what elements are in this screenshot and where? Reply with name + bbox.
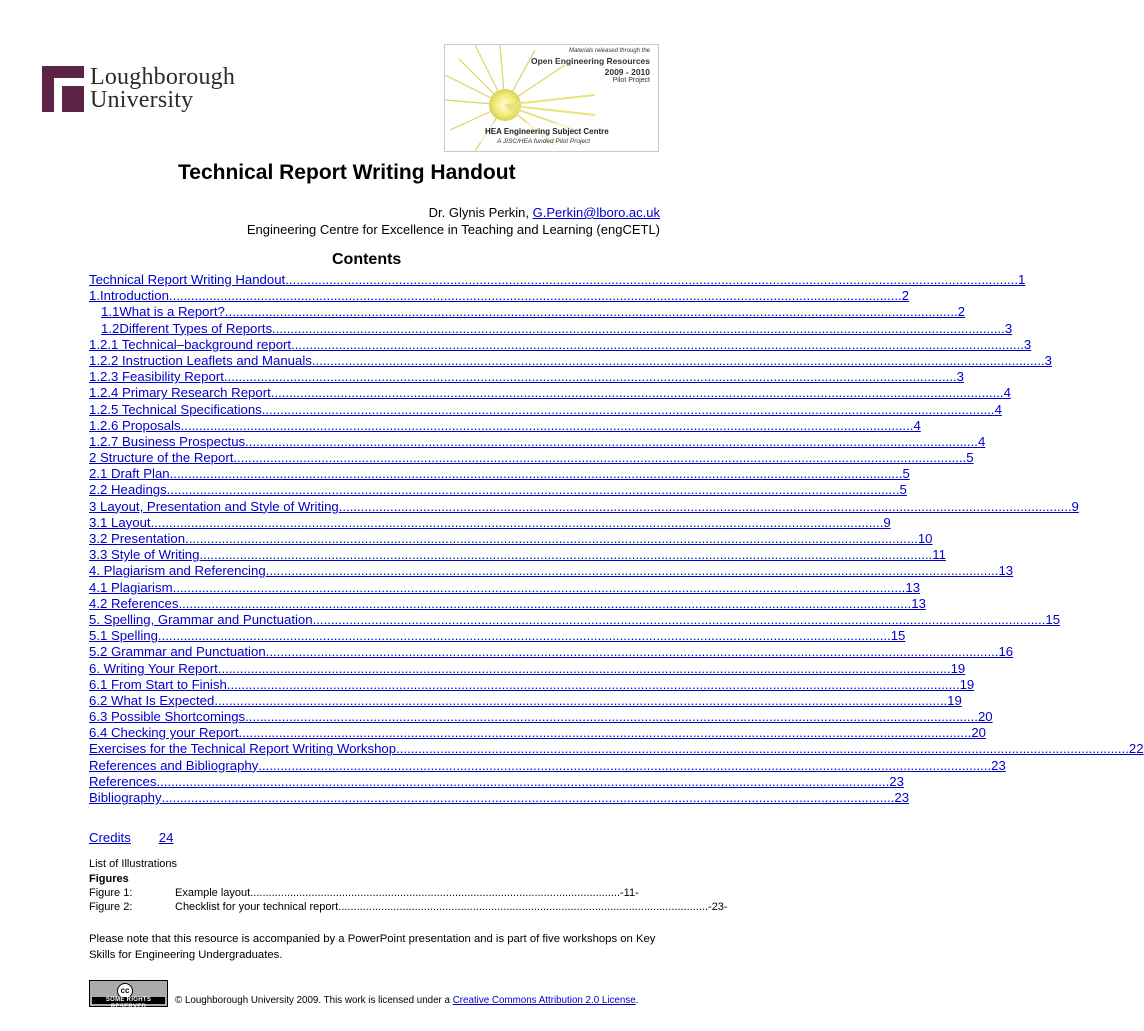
- toc-entry[interactable]: [89, 692, 962, 709]
- toc-leader-dots: ........................................................................................................................................................................................................: [150, 514, 884, 530]
- toc-entry-page: 3: [1044, 352, 1053, 368]
- toc-entry-credits[interactable]: [89, 830, 173, 845]
- toc-leader-dots: ........................................................................................................................................................................................................: [180, 417, 914, 433]
- toc-entry-page: 5: [966, 450, 974, 466]
- toc-entry[interactable]: [89, 466, 910, 482]
- oer-line-1: Materials released through the: [568, 48, 650, 54]
- toc-entry-page: 11: [932, 547, 946, 563]
- toc-entry-label: 5.2 Grammar and Punctuation: [89, 644, 266, 660]
- figure-entry: [89, 901, 728, 915]
- toc-leader-dots: ........................................................................................................................................................................................................: [396, 741, 1129, 757]
- license-text: © Loughborough University 2009. This work is licensed under a: [175, 995, 453, 1006]
- toc-entry[interactable]: [89, 482, 907, 498]
- toc-entry-label: 6.3 Possible Shortcomings: [89, 709, 246, 725]
- toc-entry[interactable]: [89, 757, 1006, 774]
- contents-heading: Contents: [332, 251, 402, 268]
- figure-text: Example layout: [175, 887, 251, 899]
- toc-entry[interactable]: [89, 725, 987, 741]
- logo-line-1: Loughborough: [90, 64, 236, 90]
- toc-entry[interactable]: [89, 531, 933, 547]
- toc-entry-page: 15: [890, 628, 906, 644]
- toc-entry[interactable]: [89, 595, 926, 612]
- toc-entry[interactable]: [89, 401, 1002, 418]
- toc-leader-dots: ........................................................................................................................................................................................................: [245, 433, 978, 449]
- toc-entry-page: 24: [158, 830, 174, 845]
- toc-entry-page: 10: [917, 531, 933, 546]
- university-crest-icon: [42, 66, 84, 112]
- license-link[interactable]: Creative Commons Attribution 2.0 License: [452, 995, 636, 1006]
- toc-entry-page: 4: [1003, 385, 1011, 401]
- toc-entry-label: 1.2Different Types of Reports: [101, 320, 273, 336]
- oer-badge: [444, 44, 659, 152]
- toc-leader-dots: ........................................................................................................................................................................................................: [214, 692, 948, 708]
- toc-leader-dots: ........................................................................................................................................................................................................: [166, 482, 900, 498]
- toc-entry-label: 4.1 Plagiarism: [89, 579, 173, 595]
- figure-label: Figure 1:: [89, 887, 133, 899]
- toc-entry[interactable]: [89, 417, 921, 434]
- cc-icon: cc: [117, 983, 133, 999]
- creative-commons-badge[interactable]: [89, 980, 168, 1010]
- toc-entry[interactable]: [89, 304, 966, 320]
- toc-entry-label: References and Bibliography: [89, 757, 259, 773]
- loughborough-university-logo: [42, 66, 242, 114]
- toc-entry-page: 13: [911, 595, 926, 611]
- toc-entry[interactable]: [89, 547, 946, 563]
- toc-entry-label: 2 Structure of the Report: [89, 450, 234, 466]
- toc-entry[interactable]: [89, 611, 1061, 628]
- toc-entry[interactable]: [89, 676, 975, 693]
- toc-entry-label: 6.1 From Start to Finish: [89, 676, 227, 692]
- toc-entry-page: 13: [998, 563, 1014, 579]
- toc-entry-label: 4.2 References: [89, 595, 179, 611]
- author-line: [429, 205, 660, 220]
- toc-entry-page: 5: [902, 466, 910, 482]
- resource-note: Please note that this resource is accompanied by a PowerPoint presentation and is part of five workshops on Key Skills for Engineering Undergraduates.: [89, 933, 656, 961]
- toc-entry[interactable]: [89, 709, 993, 725]
- toc-leader-dots: ........................................................................................................................................................................................................: [233, 450, 967, 466]
- toc-entry-label: 6.4 Checking your Report: [89, 725, 239, 741]
- author-name: Dr. Glynis Perkin,: [428, 205, 533, 220]
- toc-entry-page: 3: [1004, 320, 1013, 336]
- document-title: Technical Report Writing Handout: [178, 161, 516, 184]
- toc-entry-page: 1: [1018, 272, 1026, 287]
- figure-page: -23-: [708, 901, 728, 913]
- toc-entry[interactable]: [89, 644, 1014, 660]
- toc-entry-page: 5: [899, 482, 907, 498]
- toc-entry-page: 4: [994, 401, 1002, 417]
- toc-entry[interactable]: [89, 579, 921, 596]
- license-suffix: .: [635, 995, 639, 1006]
- toc-entry-label: 6.2 What Is Expected: [89, 692, 215, 708]
- toc-leader-dots: ........................................................................................................................................................................................................: [169, 466, 903, 482]
- toc-entry-label: 1.Introduction: [89, 288, 169, 304]
- toc-entry-label: 1.2.2 Instruction Leaflets and Manuals: [89, 352, 312, 368]
- toc-entry[interactable]: [89, 628, 906, 644]
- toc-entry[interactable]: [89, 660, 966, 677]
- toc-leader-dots: ........................................................................................................................................................................................................: [265, 644, 999, 660]
- toc-entry-page: 23: [991, 757, 1006, 773]
- toc-entry-label: References: [89, 773, 157, 789]
- oer-line-5: HEA Engineering Subject Centre: [485, 127, 609, 136]
- figure-page: -11-: [620, 887, 639, 899]
- toc-entry-page: 9: [1071, 498, 1079, 514]
- toc-entry-label: Credits: [89, 830, 131, 845]
- toc-entry-label: 3 Layout, Presentation and Style of Writing: [89, 498, 339, 514]
- toc-entry[interactable]: [89, 433, 986, 450]
- toc-entry-page: 13: [905, 579, 921, 595]
- toc-entry-page: 2: [901, 288, 910, 304]
- toc-entry-label: 1.2.1 Technical–background report: [89, 336, 292, 352]
- cc-badge-text: SOME RIGHTS RESERVED: [92, 997, 165, 1004]
- toc-entry-page: 3: [1023, 336, 1032, 352]
- centre-line: Engineering Centre for Excellence in Teaching and Learning (engCETL): [246, 222, 660, 237]
- toc-entry[interactable]: [89, 352, 1053, 369]
- toc-entry-page: 9: [883, 514, 891, 530]
- toc-entry-label: Bibliography: [89, 790, 162, 805]
- toc-leader-dots: ........................................................................................................................................................................................................: [172, 579, 906, 595]
- toc-leader-dots: ........................................................................................................................................................................................................: [223, 369, 957, 385]
- illustrations-heading: List of Illustrations: [89, 858, 178, 870]
- toc-entry-page: 4: [913, 417, 921, 433]
- author-email-link[interactable]: G.Perkin@lboro.ac.uk: [532, 205, 660, 220]
- toc-entry-label: 2.1 Draft Plan: [89, 466, 170, 482]
- toc-entry-label: 5.1 Spelling: [89, 628, 158, 644]
- toc-leader-dots: ........................................................................................................................................................................................................: [291, 336, 1024, 352]
- toc-entry-page: 4: [977, 433, 986, 449]
- toc-entry-page: 15: [1045, 611, 1061, 627]
- toc-entry-page: 2: [957, 304, 966, 320]
- toc-entry-label: 3.1 Layout: [89, 514, 151, 530]
- toc-entry-label: 6. Writing Your Report: [89, 660, 218, 676]
- toc-entry[interactable]: [89, 563, 1014, 579]
- toc-entry-label: 4. Plagiarism and Referencing: [89, 563, 266, 579]
- figure-leader: .........................................................................................................................: [250, 887, 621, 899]
- toc-leader-dots: ........................................................................................................................................................................................................: [338, 498, 1072, 514]
- toc-entry-page: 23: [894, 790, 910, 805]
- oer-line-4: Pilot Project: [612, 77, 650, 84]
- toc-leader-dots: ........................................................................................................................................................................................................: [261, 401, 995, 417]
- toc-leader-dots: ........................................................................................................................................................................................................: [217, 660, 951, 676]
- toc-entry-page: 20: [977, 709, 993, 725]
- toc-leader-dots: ........................................................................................................................................................................................................: [168, 288, 902, 304]
- logo-line-2: University: [90, 87, 194, 113]
- toc-entry[interactable]: [89, 514, 891, 531]
- toc-entry-page: 19: [947, 692, 962, 708]
- toc-leader-dots: ........................................................................................................................................................................................................: [161, 790, 895, 805]
- toc-entry-label: 1.2.6 Proposals: [89, 417, 181, 433]
- toc-entry[interactable]: [89, 741, 1144, 757]
- toc-entry[interactable]: [89, 498, 1079, 515]
- toc-entry[interactable]: [89, 272, 1026, 288]
- toc-entry-page: 3: [956, 369, 965, 385]
- oer-line-2: Open Engineering Resources: [530, 56, 650, 66]
- license-footer: [175, 995, 638, 1006]
- figure-entry: [89, 887, 639, 901]
- toc-leader-dots: ........................................................................................................................................................................................................: [272, 320, 1005, 336]
- toc-leader-dots: ........................................................................................................................................................................................................: [245, 709, 978, 725]
- toc-entry[interactable]: [89, 336, 1032, 353]
- toc-entry-page: 19: [959, 676, 975, 692]
- toc-entry-label: 2.2 Headings: [89, 482, 167, 498]
- toc-entry-label: Technical Report Writing Handout: [89, 272, 286, 287]
- toc-entry-page: 20: [971, 725, 987, 741]
- toc-entry-page: 22: [1128, 741, 1144, 757]
- toc-leader-dots: ........................................................................................................................................................................................................: [199, 547, 933, 563]
- toc-leader-dots: ........................................................................................................................................................................................................: [224, 304, 958, 320]
- toc-leader-dots: ........................................................................................................................................................................................................: [258, 757, 992, 773]
- toc-entry-label: 1.1What is a Report?: [101, 304, 225, 320]
- figure-label: Figure 2:: [89, 901, 133, 913]
- toc-entry[interactable]: [89, 385, 1011, 401]
- toc-entry-label: 1.2.3 Feasibility Report: [89, 369, 224, 385]
- toc-leader-dots: ........................................................................................................................................................................................................: [311, 352, 1045, 368]
- toc-entry-page: 23: [889, 773, 904, 789]
- toc-entry-label: 3.3 Style of Writing: [89, 547, 200, 563]
- toc-leader-dots: ........................................................................................................................................................................................................: [185, 531, 918, 546]
- toc-entry-label: 1.2.4 Primary Research Report: [89, 385, 271, 401]
- toc-leader-dots: ........................................................................................................................................................................................................: [178, 595, 912, 611]
- toc-entry[interactable]: [89, 369, 965, 385]
- toc-entry-label: 1.2.7 Business Prospectus: [89, 433, 246, 449]
- toc-entry-label: 1.2.5 Technical Specifications: [89, 401, 262, 417]
- figure-text: Checklist for your technical report: [175, 901, 339, 913]
- toc-entry[interactable]: [89, 320, 1013, 337]
- toc-leader-dots: ........................................................................................................................................................................................................: [285, 272, 1018, 287]
- toc-leader-dots: ........................................................................................................................................................................................................: [156, 773, 890, 789]
- toc-entry[interactable]: [89, 773, 904, 790]
- toc-leader-dots: ........................................................................................................................................................................................................: [226, 676, 960, 692]
- oer-line-6: A JISC/HEA funded Pilot Project: [497, 138, 591, 145]
- toc-leader-dots: ........................................................................................................................................................................................................: [238, 725, 972, 741]
- toc-entry-label: 5. Spelling, Grammar and Punctuation: [89, 611, 313, 627]
- toc-entry-label: 3.2 Presentation: [89, 531, 186, 546]
- table-of-contents: [89, 272, 1144, 806]
- toc-entry-label: Exercises for the Technical Report Writing Workshop: [89, 741, 397, 757]
- toc-entry[interactable]: [89, 450, 974, 466]
- toc-leader-dots: ........................................................................................................................................................................................................: [157, 628, 891, 644]
- figures-subheading: Figures: [89, 873, 129, 885]
- toc-leader-dots: ........................................................................................................................................................................................................: [265, 563, 999, 579]
- toc-leader-dots: ........................................................................................................................................................................................................: [270, 385, 1004, 401]
- toc-entry-page: 16: [998, 644, 1014, 660]
- toc-entry[interactable]: [89, 790, 910, 806]
- toc-entry[interactable]: [89, 288, 910, 304]
- oer-line-3: 2009 - 2010: [604, 67, 650, 77]
- toc-leader-dots: ........................................................................................................................................................................................................: [312, 611, 1046, 627]
- figure-leader: .........................................................................................................................: [338, 901, 709, 913]
- toc-entry-page: 19: [950, 660, 966, 676]
